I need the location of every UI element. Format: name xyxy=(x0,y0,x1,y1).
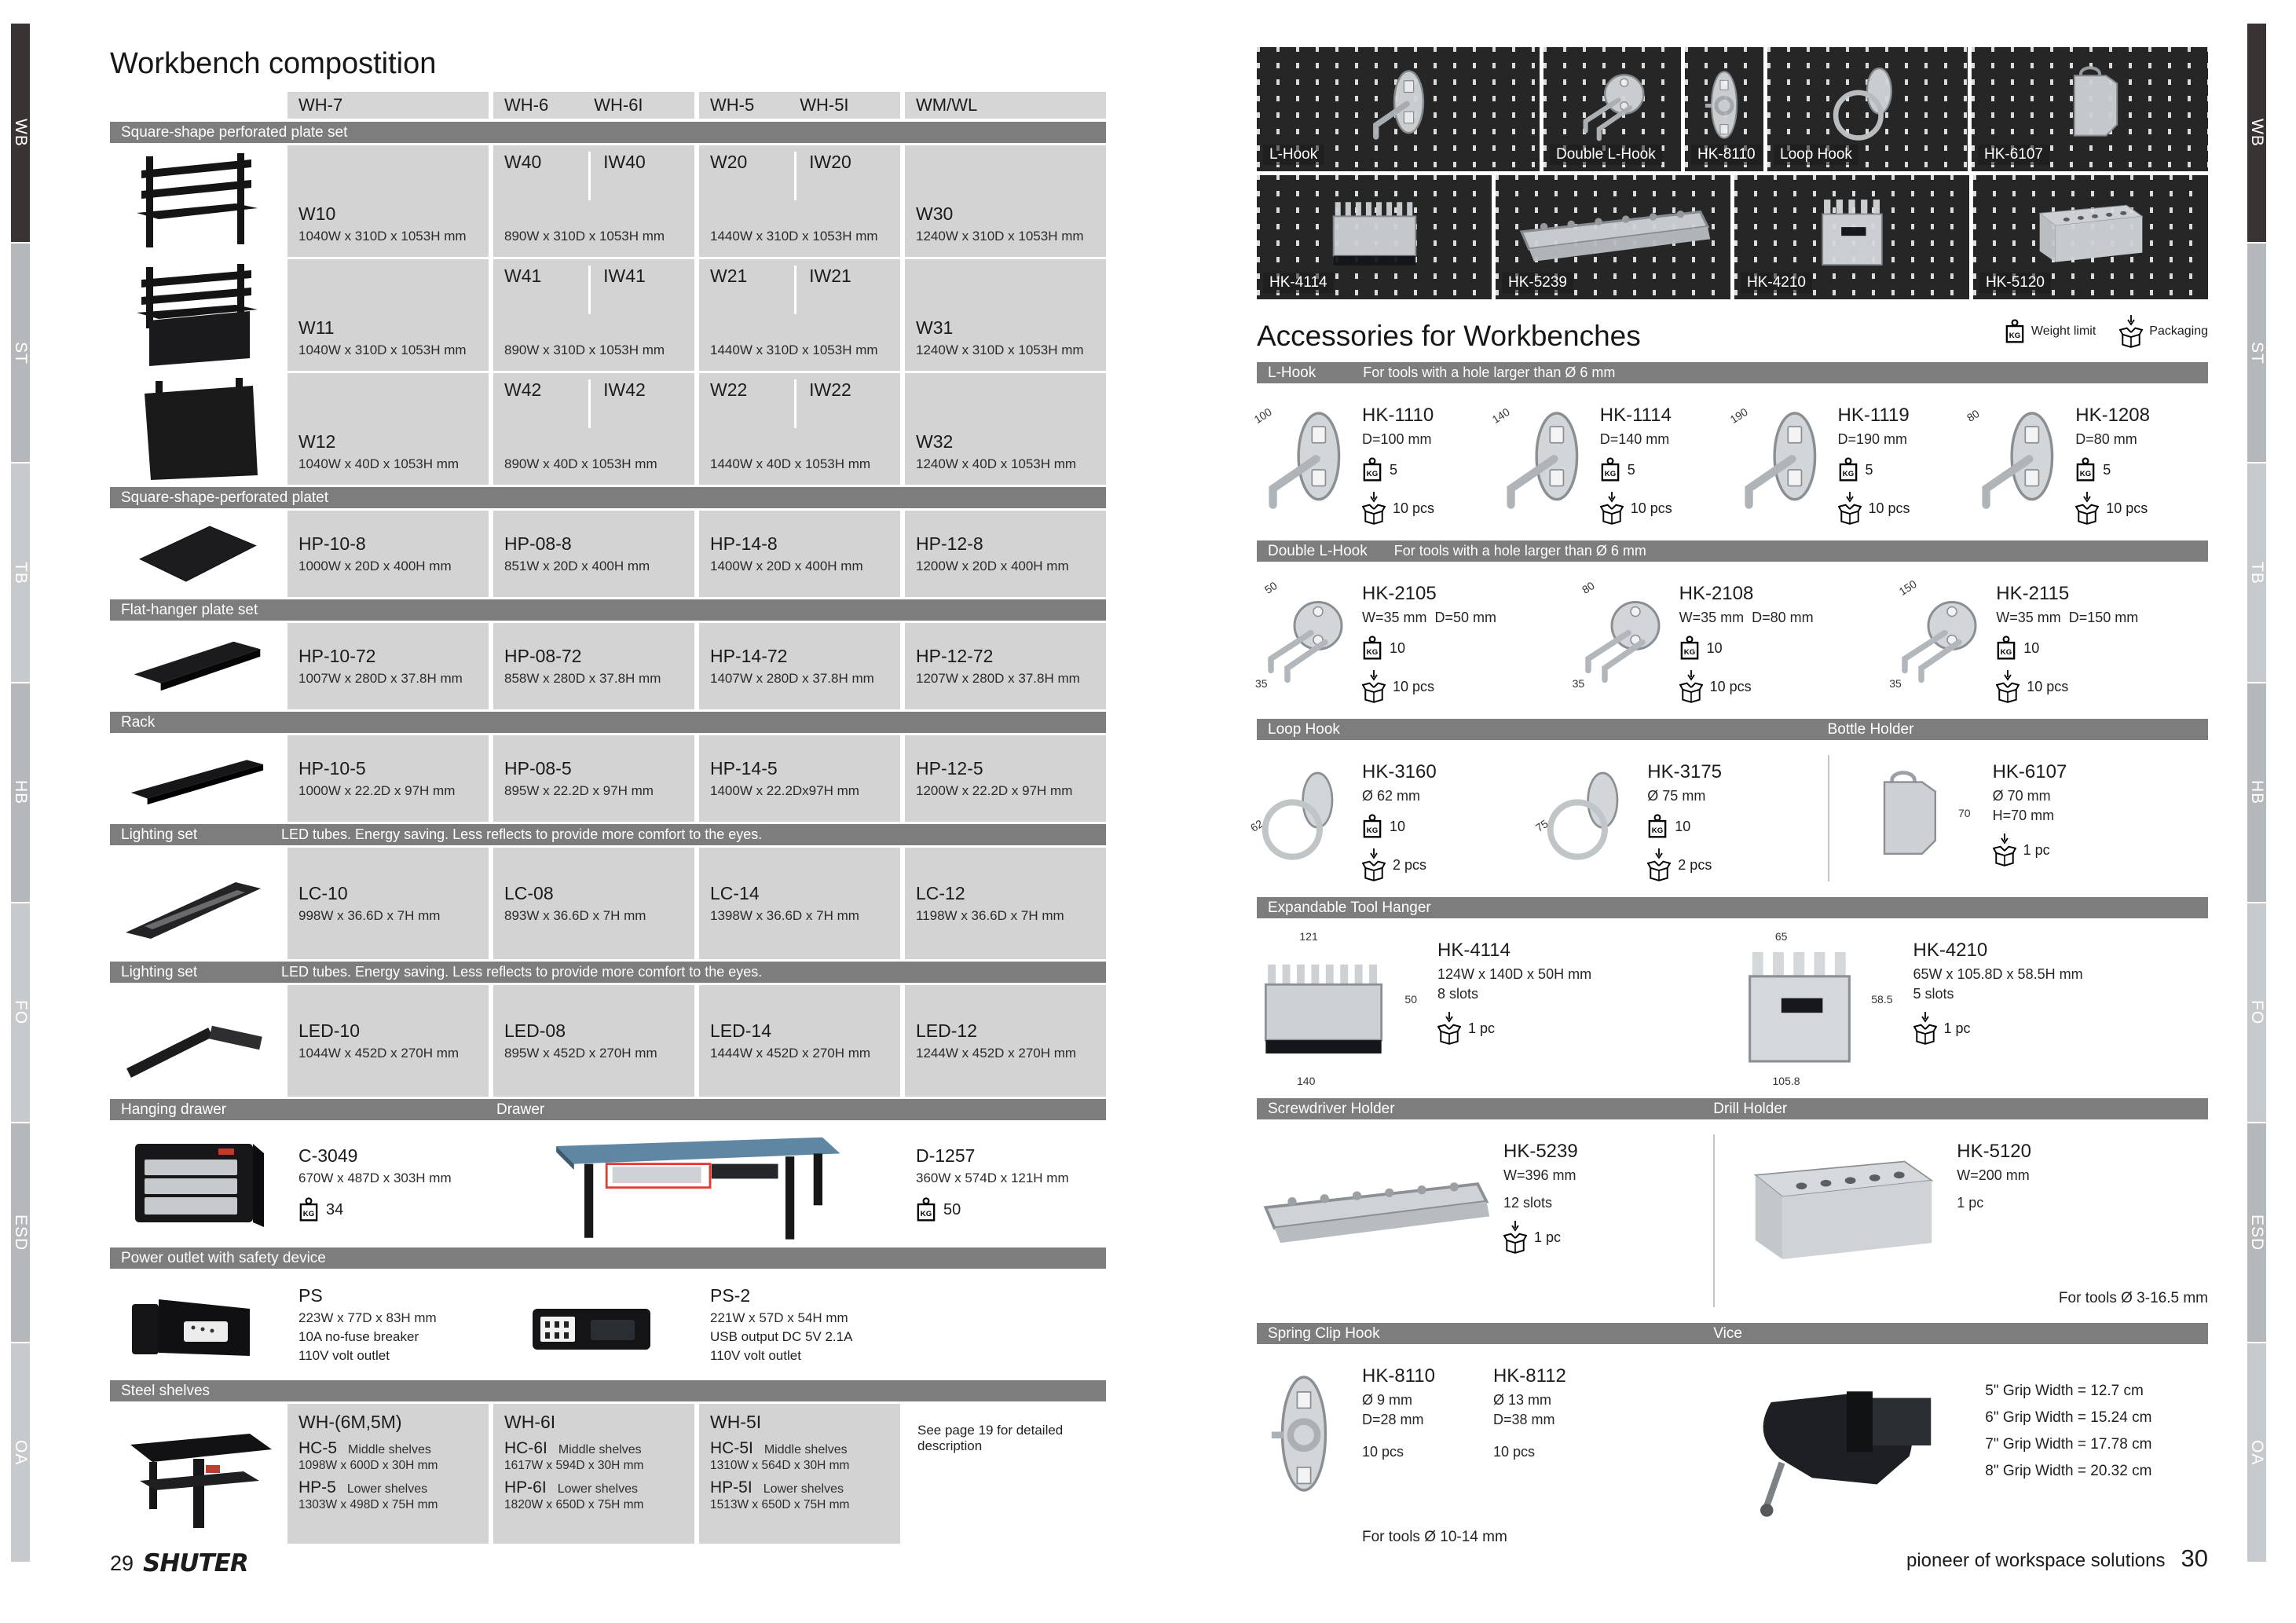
cell-wmwl: HP-12-8 1200W x 20D x 400H mm xyxy=(905,511,1106,597)
weight-limit: 34 xyxy=(298,1197,478,1222)
bottle-holder-icon xyxy=(2050,61,2129,148)
cell-wh5: W22 IW22 1440W x 40D x 1053H mm xyxy=(699,373,900,485)
shelves-group-wh6m5m: WH-(6M,5M) HC-5 Middle shelves 1098W x 600D x 30H mm HP-5 Lower shelves 1303W x 498D x 75H mm xyxy=(287,1404,489,1544)
led-photo xyxy=(110,985,283,1097)
cell-wh5 xyxy=(699,145,900,257)
package-box-icon xyxy=(1437,1023,1461,1045)
package-box-icon xyxy=(1362,503,1386,525)
weight-icon xyxy=(1362,814,1382,839)
see-page-note: See page 19 for detailed description xyxy=(917,1423,1064,1453)
sidebar-tab-fo[interactable]: FO xyxy=(2247,903,2266,1122)
packaging: 10 pcs xyxy=(1362,492,1434,525)
accessories-page xyxy=(1247,47,2208,1557)
col-header-wh5: WH-5 WH-5I xyxy=(699,92,900,119)
product-hk-2115: 150 35 HK-2115 W=35 mm D=150 mm 10 10 pcs xyxy=(1891,577,2208,703)
weight-icon xyxy=(1679,636,1700,661)
model-name: W30 xyxy=(916,203,954,224)
arrow-down-icon xyxy=(1686,670,1696,681)
perforated-panel-icon xyxy=(118,378,275,480)
weight-icon xyxy=(2005,319,2025,344)
cell-wh7: HP-10-5 1000W x 22.2D x 97H mm xyxy=(287,735,489,822)
col-header-wh6: WH-6 WH-6I xyxy=(493,92,694,119)
cell-wh6: W42 IW42 890W x 40D x 1053H mm xyxy=(493,373,694,485)
weight-icon xyxy=(2075,457,2096,482)
plate-icon xyxy=(122,513,271,595)
l-hook-icon xyxy=(1257,398,1351,522)
package-box-icon xyxy=(2119,326,2143,348)
spring-clip-icon xyxy=(1697,61,1752,148)
product-name: HK-1110 xyxy=(1362,405,1434,426)
sidebar-tab-tb[interactable]: TB xyxy=(2247,463,2266,682)
model-dims: 1040W x 310D x 1053H mm xyxy=(298,229,467,244)
model-name: IW20 xyxy=(809,152,851,172)
light-bar-icon xyxy=(118,860,275,947)
section-power-outlet: Power outlet with safety device xyxy=(110,1247,1106,1269)
sidebar-tab-oa[interactable]: OA xyxy=(2247,1343,2266,1562)
drill-tool-range-note: For tools Ø 3-16.5 mm xyxy=(2058,1290,2208,1306)
model-name: W40 xyxy=(504,152,542,172)
workbench-drawer-photo xyxy=(493,1121,900,1247)
section-lighting-set-lc: Lighting set LED tubes. Energy saving. Less reflects to provide more comfort to the eyes. xyxy=(110,824,1106,845)
table-row-hp5 xyxy=(110,735,1106,822)
vice-grip-specs: 5" Grip Width = 12.7 cm 6" Grip Width = 15.24 cm 7" Grip Width = 17.78 cm 8" Grip Width = 20.32 cm xyxy=(1985,1383,2152,1479)
arrow-down-icon xyxy=(2000,833,2009,844)
package-box-icon xyxy=(1679,681,1703,703)
weight-limit-legend: Weight limit xyxy=(2005,319,2096,344)
model-dims: 1440W x 310D x 1053H mm xyxy=(710,229,878,244)
dimension-label: 100 xyxy=(1251,405,1274,427)
light-photo xyxy=(110,848,283,959)
package-box-icon xyxy=(1362,859,1386,881)
table-row-w10 xyxy=(110,145,1106,257)
spring-clip-vice-products xyxy=(1257,1346,2208,1557)
photo-hk-4114: HK-4114 xyxy=(1257,175,1492,299)
workbench-panel-icon xyxy=(118,264,275,366)
cell-wh6: HP-08-5 895W x 22.2D x 97H mm xyxy=(493,735,694,822)
arrow-down-icon xyxy=(1845,492,1855,503)
section-square-perforated-plate-set: Square-shape perforated plate set xyxy=(110,122,1106,143)
plate-photo xyxy=(110,511,283,597)
product-hk-4210: 65 58.5 105.8 HK-4210 65W x 105.8D x 58.5H mm 5 slots 1 pc xyxy=(1733,933,2209,1083)
package-box-icon xyxy=(1996,681,2020,703)
arrow-down-icon xyxy=(2003,670,2012,681)
hanger-plate-photo xyxy=(110,623,283,709)
cell-wh7: W11 1040W x 310D x 1053H mm xyxy=(287,259,489,371)
page-number: 29 xyxy=(110,1551,134,1575)
cell-wh7: W12 1040W x 40D x 1053H mm xyxy=(287,373,489,485)
product-hk-2108: 80 35 HK-2108 W=35 mm D=80 mm 10 10 pcs xyxy=(1574,577,1891,703)
arrow-down-icon xyxy=(2126,315,2136,326)
photo-double-l-hook: Double L-Hook xyxy=(1543,47,1681,171)
icon-legend xyxy=(2005,315,2208,353)
section-double-l-hook: Double L-Hook For tools with a hole larger than Ø 6 mm xyxy=(1257,540,2208,562)
photo-loop-hook: Loop Hook xyxy=(1767,47,1968,171)
cell-wh6: W41 IW41 890W x 310D x 1053H mm xyxy=(493,259,694,371)
package-box-icon xyxy=(1647,859,1671,881)
weight-icon xyxy=(1838,457,1858,482)
model-name: IW40 xyxy=(603,152,646,172)
product-hk-1119: 190 HK-1119 D=190 mm 5 10 pcs xyxy=(1733,398,1971,525)
section-loop-hook-bottle-holder: Loop Hook Bottle Holder xyxy=(1257,719,2208,740)
workbench-photo xyxy=(110,145,283,257)
cell-wh6: HP-08-72 858W x 280D x 37.8H mm xyxy=(493,623,694,709)
hanger-plate-icon xyxy=(122,625,271,707)
screwdriver-drill-products xyxy=(1257,1122,2208,1318)
product-hk-4114: 121 50 140 HK-4114 124W x 140D x 50H mm 8 slots 1 pc xyxy=(1257,933,1733,1083)
power-spec: PS-2 221W x 57D x 54H mm USB output DC 5V 2.1A 110V volt outlet xyxy=(710,1285,853,1363)
power-strip-photo xyxy=(110,1277,283,1372)
screwdriver-holder-icon xyxy=(1514,189,1712,277)
col-header-wh7: WH-7 xyxy=(287,92,489,119)
shuter-logo: SHUTER xyxy=(143,1549,248,1577)
weight-icon xyxy=(1362,636,1382,661)
drawer-label: Drawer xyxy=(496,1101,545,1118)
power-spec: PS 223W x 77D x 83H mm 10A no-fuse breaker 110V volt outlet xyxy=(298,1285,437,1363)
sidebar-tab-esd[interactable]: ESD xyxy=(2247,1123,2266,1342)
workbench-photo xyxy=(110,259,283,371)
table-row-w12 xyxy=(110,373,1106,485)
cell-wh5: LED-14 1444W x 452D x 270H mm xyxy=(699,985,900,1097)
arrow-down-icon xyxy=(1369,492,1379,503)
table-row-lc xyxy=(110,848,1106,959)
rack-photo xyxy=(110,735,283,822)
power-strip-photo xyxy=(493,1277,694,1372)
product-hk-8112: HK-8112 Ø 13 mm D=38 mm 10 pcs xyxy=(1492,1365,1566,1460)
package-box-icon xyxy=(1838,503,1862,525)
sidebar-tab-hb[interactable]: HB xyxy=(2247,683,2266,902)
double-l-hook-icon xyxy=(1574,577,1668,701)
weight-icon xyxy=(916,1197,936,1222)
drawer-cabinet-photo xyxy=(110,1133,283,1235)
steel-shelves-row xyxy=(110,1404,1106,1544)
tool-hanger-icon xyxy=(1812,189,1891,277)
cell-wh5: HP-14-72 1407W x 280D x 37.8H mm xyxy=(699,623,900,709)
arrow-down-icon xyxy=(1445,1012,1454,1023)
bottle-holder-label: Bottle Holder xyxy=(1827,720,1914,738)
power-strip-icon xyxy=(118,1277,275,1372)
model-name: W20 xyxy=(710,152,748,172)
package-box-icon xyxy=(1993,844,2016,866)
sidebar-tab-tb[interactable]: TB xyxy=(11,463,30,682)
product-hk-5120: HK-5120 W=200 mm 1 pc xyxy=(1741,1134,2208,1284)
drill-holder-label: Drill Holder xyxy=(1713,1100,1788,1117)
photo-hk-5120: HK-5120 xyxy=(1973,175,2208,299)
cell-wh5: W21 IW21 1440W x 310D x 1053H mm xyxy=(699,259,900,371)
photo-hk-5239: HK-5239 xyxy=(1496,175,1730,299)
cell-wh5: HP-14-5 1400W x 22.2Dx97H mm xyxy=(699,735,900,822)
cell-wh7: LC-10 998W x 36.6D x 7H mm xyxy=(287,848,489,959)
weight-icon xyxy=(1362,457,1382,482)
cell-wmwl: LC-12 1198W x 36.6D x 7H mm xyxy=(905,848,1106,959)
tool-hanger-products xyxy=(1257,921,2208,1094)
cell-wmwl: HP-12-72 1207W x 280D x 37.8H mm xyxy=(905,623,1106,709)
workbench-photo xyxy=(110,373,283,485)
shelf-corner-icon xyxy=(118,1415,275,1533)
package-box-icon xyxy=(1600,503,1624,525)
section-hanging-drawer: Hanging drawer Drawer xyxy=(110,1099,1106,1120)
weight-icon xyxy=(298,1197,319,1222)
cell-wmwl: W32 1240W x 40D x 1053H mm xyxy=(905,373,1106,485)
section-flat-hanger-plate-set: Flat-hanger plate set xyxy=(110,599,1106,621)
weight-icon xyxy=(1600,457,1620,482)
col-header-wmwl: WM/WL xyxy=(905,92,1106,119)
loop-hook-icon xyxy=(1829,61,1907,148)
workbench-frame-icon xyxy=(118,150,275,252)
product-hk-1114: 140 HK-1114 D=140 mm 5 10 pcs xyxy=(1495,398,1733,525)
product-photo xyxy=(1251,398,1351,522)
cell-wh6 xyxy=(493,145,694,257)
product-hk-3160: 62 HK-3160 Ø 62 mm 10 2 pcs xyxy=(1257,755,1542,881)
arrow-down-icon xyxy=(1369,670,1379,681)
cell-wh6: LED-08 895W x 452D x 270H mm xyxy=(493,985,694,1097)
package-box-icon xyxy=(1913,1023,1937,1045)
rack-icon xyxy=(122,738,271,819)
shelf-photo xyxy=(110,1404,283,1544)
left-edge-tab-strip xyxy=(11,24,49,1563)
drawer-spec: C-3049 670W x 487D x 303H mm 34 xyxy=(287,1145,489,1222)
table-row-hp8 xyxy=(110,511,1106,597)
power-strip-usb-icon xyxy=(515,1277,672,1372)
arrow-down-icon xyxy=(1511,1221,1520,1232)
sidebar-tab-wb[interactable]: WB xyxy=(2247,24,2266,242)
tool-hanger-icon xyxy=(1327,189,1422,277)
tool-hanger-icon xyxy=(1257,933,1390,1083)
cell-wh6: HP-08-8 851W x 20D x 400H mm xyxy=(493,511,694,597)
section-square-perforated-plate: Square-shape-perforated platet xyxy=(110,487,1106,508)
table-row-led xyxy=(110,985,1106,1097)
loop-bottle-products xyxy=(1247,742,2208,892)
weight-icon xyxy=(1647,814,1668,839)
model-dims: 890W x 310D x 1053H mm xyxy=(504,229,665,244)
page-title: Workbench compostition xyxy=(110,47,437,80)
product-hk-2105: 50 35 HK-2105 W=35 mm D=50 mm 10 10 pcs xyxy=(1257,577,1574,703)
package-box-icon xyxy=(1362,681,1386,703)
photo-hk-4210: HK-4210 xyxy=(1734,175,1969,299)
page-title: Accessories for Workbenches xyxy=(1257,320,1641,352)
model-dims: 1240W x 310D x 1053H mm xyxy=(916,229,1084,244)
shelves-group-wh5i: WH-5I HC-5I Middle shelves 1310W x 564D x 30H mm HP-5I Lower shelves 1513W x 650D x 75H mm xyxy=(699,1404,900,1544)
section-spring-clip-vice: Spring Clip Hook Vice xyxy=(1257,1323,2208,1344)
l-hook-icon xyxy=(1364,61,1432,148)
drill-holder-icon xyxy=(1741,1134,1946,1284)
cell-wh7 xyxy=(287,145,489,257)
section-expandable-tool-hanger: Expandable Tool Hanger xyxy=(1257,897,2208,918)
table-row-w11 xyxy=(110,259,1106,371)
sidebar-tab-hb[interactable]: HB xyxy=(11,683,30,902)
section-steel-shelves: Steel shelves xyxy=(110,1380,1106,1401)
spring-clip-icon xyxy=(1257,1359,1351,1508)
product-hk-6107: 70 HK-6107 Ø 70 mm H=70 mm 1 pc xyxy=(1856,755,2067,881)
accessories-header xyxy=(1257,315,2208,353)
weight-limit: 50 xyxy=(916,1197,1095,1222)
l-hook-icon xyxy=(1495,398,1589,522)
cell-wmwl: HP-12-5 1200W x 22.2D x 97H mm xyxy=(905,735,1106,822)
double-l-hook-products xyxy=(1257,564,2208,714)
product-spec: D=100 mm xyxy=(1362,431,1432,447)
section-lighting-set-led: Lighting set LED tubes. Energy saving. Less reflects to provide more comfort to the eyes. xyxy=(110,962,1106,983)
table-row-hp72 xyxy=(110,623,1106,709)
photo-hk-8110: HK-8110 xyxy=(1685,47,1763,171)
cell-wh7: LED-10 1044W x 452D x 270H mm xyxy=(287,985,489,1097)
spring-tool-range-note: For tools Ø 10-14 mm xyxy=(1362,1529,1507,1545)
cell-wh7: HP-10-72 1007W x 280D x 37.8H mm xyxy=(287,623,489,709)
left-page-footer xyxy=(110,1549,248,1577)
table-header xyxy=(110,92,1106,119)
pegboard-photo-grid xyxy=(1257,47,2208,299)
led-arm-icon xyxy=(118,998,275,1084)
loop-hook-icon xyxy=(1257,755,1351,879)
cell-wmwl: W31 1240W x 310D x 1053H mm xyxy=(905,259,1106,371)
sidebar-tab-oa[interactable]: OA xyxy=(11,1343,30,1562)
arrow-down-icon xyxy=(1921,1012,1930,1023)
arrow-down-icon xyxy=(1607,492,1617,503)
arrow-down-icon xyxy=(1654,848,1664,859)
header-spacer xyxy=(110,92,283,119)
l-hook-icon xyxy=(1733,398,1827,522)
packaging-legend: Packaging xyxy=(2119,315,2208,348)
arrow-down-icon xyxy=(1369,848,1379,859)
section-screwdriver-drill-holder: Screwdriver Holder Drill Holder xyxy=(1257,1098,2208,1119)
drawer-cabinet-icon xyxy=(118,1133,275,1235)
cell-wh5: HP-14-8 1400W x 20D x 400H mm xyxy=(699,511,900,597)
photo-hk-6107: HK-6107 xyxy=(1972,47,2208,171)
cell-wmwl: LED-12 1244W x 452D x 270H mm xyxy=(905,985,1106,1097)
l-hook-products xyxy=(1251,386,2208,536)
workbench-composition-page xyxy=(110,47,1106,1546)
product-hk-3175: 75 HK-3175 Ø 75 mm 10 2 pcs xyxy=(1542,755,1827,881)
weight-limit: 5 xyxy=(1362,457,1434,482)
right-edge-tab-strip xyxy=(2247,24,2285,1563)
cell-wh5: LC-14 1398W x 36.6D x 7H mm xyxy=(699,848,900,959)
hanging-drawer-row xyxy=(110,1123,1106,1245)
cell-wh6: LC-08 893W x 36.6D x 7H mm xyxy=(493,848,694,959)
shelves-group-wh6i: WH-6I HC-6I Middle shelves 1617W x 594D x 30H mm HP-6I Lower shelves 1820W x 650D x 75H mm xyxy=(493,1404,694,1544)
package-box-icon xyxy=(1503,1232,1527,1254)
drawer-spec: D-1257 360W x 574D x 121H mm 50 xyxy=(905,1145,1106,1222)
workbench-table-icon xyxy=(500,1121,893,1247)
double-l-hook-icon xyxy=(1257,577,1351,701)
sidebar-tab-wb[interactable]: WB xyxy=(11,24,30,242)
drill-holder-icon xyxy=(2031,189,2150,277)
vice-photo xyxy=(1729,1359,1965,1532)
l-hook-icon xyxy=(1970,398,2064,522)
sidebar-tab-fo[interactable]: FO xyxy=(11,903,30,1122)
page-number: 30 xyxy=(2181,1544,2208,1572)
footer-tagline: pioneer of workspace solutions xyxy=(1906,1550,2166,1571)
tool-hanger-icon xyxy=(1733,933,1866,1083)
loop-hook-icon xyxy=(1542,755,1636,879)
double-l-hook-icon xyxy=(1891,577,1985,701)
section-l-hook: L-Hook For tools with a hole larger than Ø 6 mm xyxy=(1257,362,2208,383)
cell-wmwl xyxy=(905,145,1106,257)
section-rack: Rack xyxy=(110,712,1106,733)
sidebar-tab-esd[interactable]: ESD xyxy=(11,1123,30,1342)
bottle-holder-icon xyxy=(1856,755,1950,879)
arrow-down-icon xyxy=(2082,492,2092,503)
sidebar-tab-st[interactable]: ST xyxy=(2247,244,2266,462)
power-outlet-row xyxy=(110,1271,1106,1378)
screwdriver-holder-icon xyxy=(1257,1134,1492,1284)
photo-l-hook: L-Hook xyxy=(1257,47,1540,171)
sidebar-tab-st[interactable]: ST xyxy=(11,244,30,462)
vice-icon xyxy=(1729,1359,1965,1532)
product-hk-1208: 80 HK-1208 D=80 mm 5 10 pcs xyxy=(1970,398,2208,525)
double-l-hook-icon xyxy=(1573,61,1650,148)
product-hk-5239: HK-5239 W=396 mm 12 slots 1 pc xyxy=(1257,1134,1578,1307)
right-page-footer xyxy=(1257,1544,2208,1573)
cell-wh7: HP-10-8 1000W x 20D x 400H mm xyxy=(287,511,489,597)
weight-icon xyxy=(1996,636,2016,661)
model-name: W10 xyxy=(298,203,336,224)
product-hk-8110: HK-8110 Ø 9 mm D=28 mm 10 pcs xyxy=(1362,1365,1435,1460)
vice-label: Vice xyxy=(1713,1324,1742,1342)
spring-clip-photo xyxy=(1257,1359,1351,1508)
package-box-icon xyxy=(2075,503,2099,525)
product-hk-1110 xyxy=(1251,398,1495,525)
